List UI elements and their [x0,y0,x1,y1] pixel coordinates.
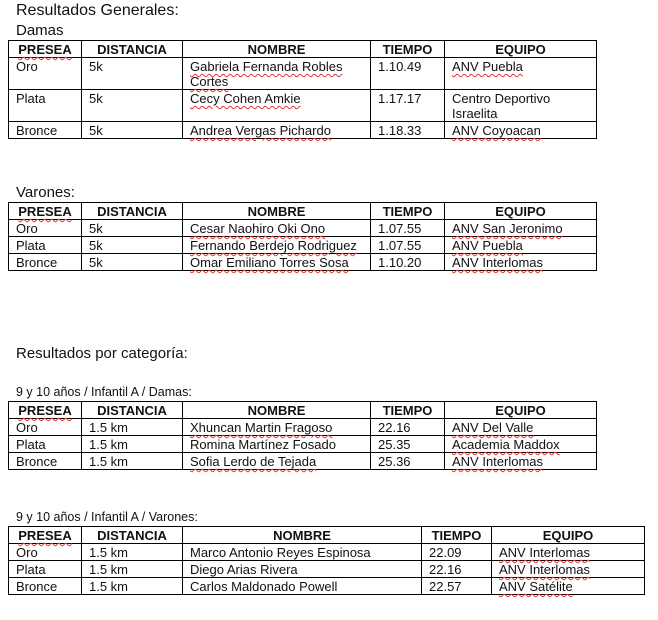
cell-tiempo: 22.16 [371,419,445,436]
cell-equipo: ANV Del Valle [445,419,597,436]
cell-presea: Bronce [9,578,82,595]
cell-presea: Bronce [9,453,82,470]
cell-equipo: ANV Interlomas [445,453,597,470]
table-row [9,90,597,122]
col-header-tiempo: TIEMPO [371,203,445,220]
table-header-row [9,203,597,220]
table-row [9,544,645,561]
cell-nombre: Diego Arias Rivera [183,561,422,578]
cell-nombre: Carlos Maldonado Powell [183,578,422,595]
cell-nombre: Cesar Naohiro Oki Ono [183,220,371,237]
col-header-nombre: NOMBRE [183,527,422,544]
cell-distancia: 1.5 km [82,453,183,470]
cell-tiempo: 22.16 [422,561,492,578]
cell-presea: Oro [9,220,82,237]
section-label-infantil-varones: 9 y 10 años / Infantil A / Varones: [16,510,198,524]
col-header-nombre: NOMBRE [183,203,371,220]
col-header-equipo: EQUIPO [445,402,597,419]
cell-tiempo: 22.09 [422,544,492,561]
table-row [9,561,645,578]
col-header-tiempo: TIEMPO [422,527,492,544]
cell-presea: Oro [9,544,82,561]
cell-equipo: ANV Satélite [492,578,645,595]
table-header-row [9,527,645,544]
cell-distancia: 5k [82,220,183,237]
cell-equipo: Academia Maddox [445,436,597,453]
table-header-row [9,41,597,58]
cell-nombre: Xhuncan Martin Fragoso [183,419,371,436]
cell-presea: Plata [9,90,82,122]
cell-presea: Plata [9,237,82,254]
cell-equipo: ANV Puebla [445,237,597,254]
cell-distancia: 1.5 km [82,436,183,453]
cell-presea: Plata [9,561,82,578]
col-header-distancia: DISTANCIA [82,527,183,544]
col-header-nombre: NOMBRE [183,41,371,58]
col-header-equipo: EQUIPO [445,203,597,220]
table-row [9,453,597,470]
table-row [9,58,597,90]
section-label-damas: Damas [16,22,64,39]
results-table-infantil-varones [8,526,645,595]
table-row [9,220,597,237]
cell-distancia: 5k [82,237,183,254]
table-row [9,237,597,254]
section-label-varones: Varones: [16,184,75,201]
cell-distancia: 5k [82,58,183,90]
col-header-nombre: NOMBRE [183,402,371,419]
col-header-distancia: DISTANCIA [82,203,183,220]
col-header-distancia: DISTANCIA [82,402,183,419]
cell-presea: Bronce [9,122,82,139]
cell-tiempo: 1.07.55 [371,237,445,254]
cell-equipo: ANV Interlomas [445,254,597,271]
cell-presea: Oro [9,419,82,436]
table-row [9,578,645,595]
cell-tiempo: 1.10.20 [371,254,445,271]
cell-distancia: 5k [82,90,183,122]
col-header-presea: PRESEA [9,527,82,544]
cell-tiempo: 1.18.33 [371,122,445,139]
table-header-row [9,402,597,419]
cell-tiempo: 1.07.55 [371,220,445,237]
table-row [9,254,597,271]
cell-nombre: Gabriela Fernanda Robles Cortes [183,58,371,90]
cell-tiempo: 25.36 [371,453,445,470]
results-table-infantil-damas [8,401,597,470]
table-row [9,436,597,453]
cell-equipo: ANV Coyoacan [445,122,597,139]
cell-nombre: Andrea Vergas Pichardo [183,122,371,139]
col-header-presea: PRESEA [9,41,82,58]
col-header-presea: PRESEA [9,402,82,419]
cell-equipo: ANV San Jeronimo [445,220,597,237]
cell-nombre: Marco Antonio Reyes Espinosa [183,544,422,561]
cell-distancia: 1.5 km [82,561,183,578]
cell-presea: Oro [9,58,82,90]
cell-nombre: Omar Emiliano Torres Sosa [183,254,371,271]
page-title: Resultados Generales: [16,2,179,19]
col-header-equipo: EQUIPO [492,527,645,544]
results-table-damas [8,40,597,139]
table-row [9,419,597,436]
cell-distancia: 1.5 km [82,419,183,436]
col-header-equipo: EQUIPO [445,41,597,58]
cell-nombre: Fernando Berdejo Rodriguez [183,237,371,254]
cell-distancia: 5k [82,254,183,271]
results-table-varones [8,202,597,271]
cell-equipo: ANV Puebla [445,58,597,90]
categories-heading: Resultados por categoría: [16,345,188,362]
col-header-distancia: DISTANCIA [82,41,183,58]
cell-presea: Bronce [9,254,82,271]
cell-nombre: Cecy Cohen Amkie [183,90,371,122]
col-header-tiempo: TIEMPO [371,41,445,58]
cell-tiempo: 25.35 [371,436,445,453]
cell-distancia: 1.5 km [82,578,183,595]
col-header-tiempo: TIEMPO [371,402,445,419]
section-label-infantil-damas: 9 y 10 años / Infantil A / Damas: [16,385,192,399]
cell-distancia: 1.5 km [82,544,183,561]
cell-nombre: Sofia Lerdo de Tejada [183,453,371,470]
cell-tiempo: 1.17.17 [371,90,445,122]
table-row [9,122,597,139]
cell-tiempo: 1.10.49 [371,58,445,90]
cell-tiempo: 22.57 [422,578,492,595]
cell-nombre: Romina Martínez Fosado [183,436,371,453]
cell-equipo: ANV Interlomas [492,561,645,578]
col-header-presea: PRESEA [9,203,82,220]
cell-equipo: ANV Interlomas [492,544,645,561]
cell-presea: Plata [9,436,82,453]
cell-equipo: Centro Deportivo Israelita [445,90,597,122]
cell-distancia: 5k [82,122,183,139]
